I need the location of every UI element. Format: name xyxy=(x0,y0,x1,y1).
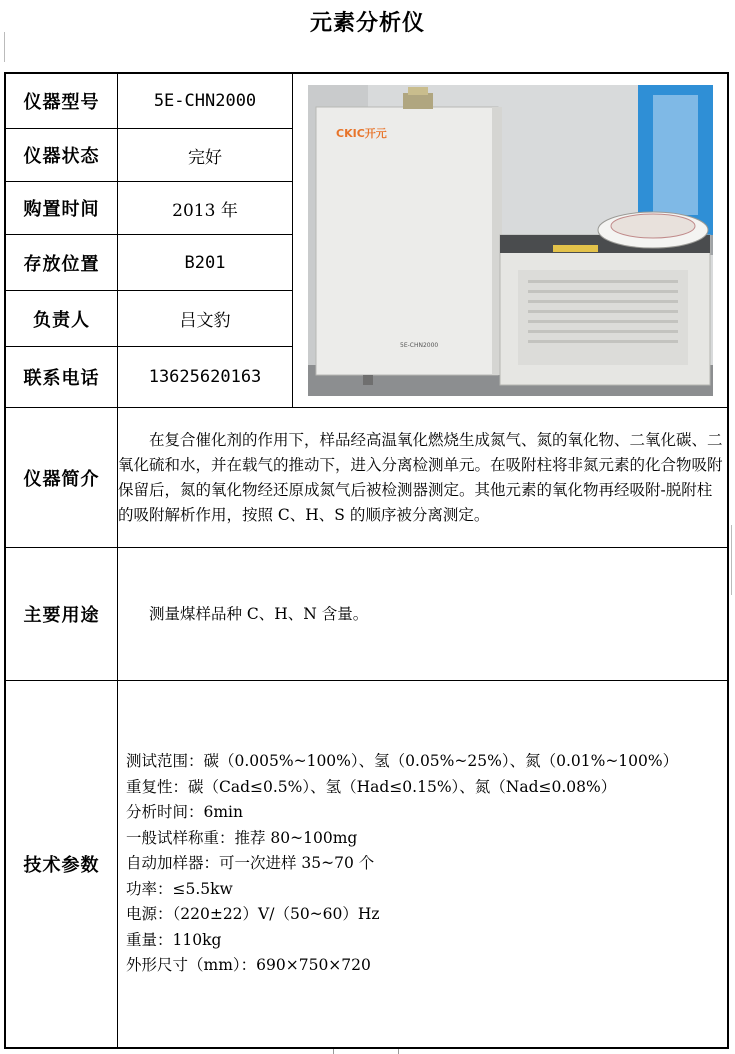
footer-marker xyxy=(398,1049,399,1054)
status-label: 仪器状态 xyxy=(6,129,118,182)
intro-label: 仪器简介 xyxy=(6,408,118,548)
location-value: B201 xyxy=(118,235,293,291)
usage-cell xyxy=(118,548,728,681)
tech-param-line: 电源：（220±22）V/（50~60）Hz xyxy=(126,905,380,924)
table-row-intro xyxy=(6,408,728,548)
intro-text: 在复合催化剂的作用下，样品经高温氧化燃烧生成氮气、氮的氧化物、二氧化碳、二氧化硫和水，并在载气的推动下，进入分离检测单元。在吸附柱将非氮元素的化合物吸附保留后，氮的氧化物经还原成氮气后被检测器测定。其他元素的氧化物再经吸附-脱附柱的吸附解析作用，按照 C、H、S 的顺序被分离测定。 xyxy=(118,430,723,524)
model-plate: 5E-CHN2000 xyxy=(399,342,438,349)
tech-label: 技术参数 xyxy=(6,681,118,1048)
tech-param-line: 重量：110kg xyxy=(126,930,222,949)
tech-param-line: 分析时间：6min xyxy=(126,803,243,822)
spec-table xyxy=(5,73,728,1048)
model-value: 5E-CHN2000 xyxy=(118,74,293,129)
page-title: 元素分析仪 xyxy=(309,10,425,36)
table-row-usage xyxy=(6,548,728,681)
footer-marker xyxy=(333,1049,334,1054)
usage-label: 主要用途 xyxy=(6,548,118,681)
owner-value: 吕文豹 xyxy=(118,291,293,347)
page-edge-marker xyxy=(0,32,5,62)
table-row-tech xyxy=(6,681,728,1048)
tech-param-line: 一般试样称重：推荐 80~100mg xyxy=(126,828,358,847)
tech-param-line: 重复性：碳（Cad≤0.5%）、氢（Had≤0.15%）、氮（Nad≤0.08%） xyxy=(126,777,617,796)
tech-params-list xyxy=(118,749,727,979)
instrument-photo-cell xyxy=(293,74,728,408)
usage-text: 测量煤样品种 C、H、N 含量。 xyxy=(149,604,369,623)
purchase-value: 2013 年 xyxy=(118,182,293,235)
purchase-label: 购置时间 xyxy=(6,182,118,235)
tech-param-line: 测试范围：碳（0.005%~100%）、氢（0.05%~25%）、氮（0.01%~100%） xyxy=(126,752,679,771)
phone-value: 13625620163 xyxy=(118,347,293,408)
brand-logo: CKIC开元 xyxy=(335,127,387,140)
location-label: 存放位置 xyxy=(6,235,118,291)
intro-cell xyxy=(118,408,728,548)
page-edge-marker-right xyxy=(731,525,735,595)
status-value: 完好 xyxy=(118,129,293,182)
spec-sheet xyxy=(4,72,729,1049)
phone-label: 联系电话 xyxy=(6,347,118,408)
table-row-model xyxy=(6,74,728,129)
tech-param-line: 自动加样器：可一次进样 35~70 个 xyxy=(126,854,375,873)
instrument-photo xyxy=(308,85,713,396)
tech-param-line: 外形尺寸（mm）：690×750×720 xyxy=(126,956,371,975)
tech-param-line: 功率：≤5.5kw xyxy=(126,879,233,898)
tech-cell xyxy=(118,681,728,1048)
model-label: 仪器型号 xyxy=(6,74,118,129)
owner-label: 负责人 xyxy=(6,291,118,347)
